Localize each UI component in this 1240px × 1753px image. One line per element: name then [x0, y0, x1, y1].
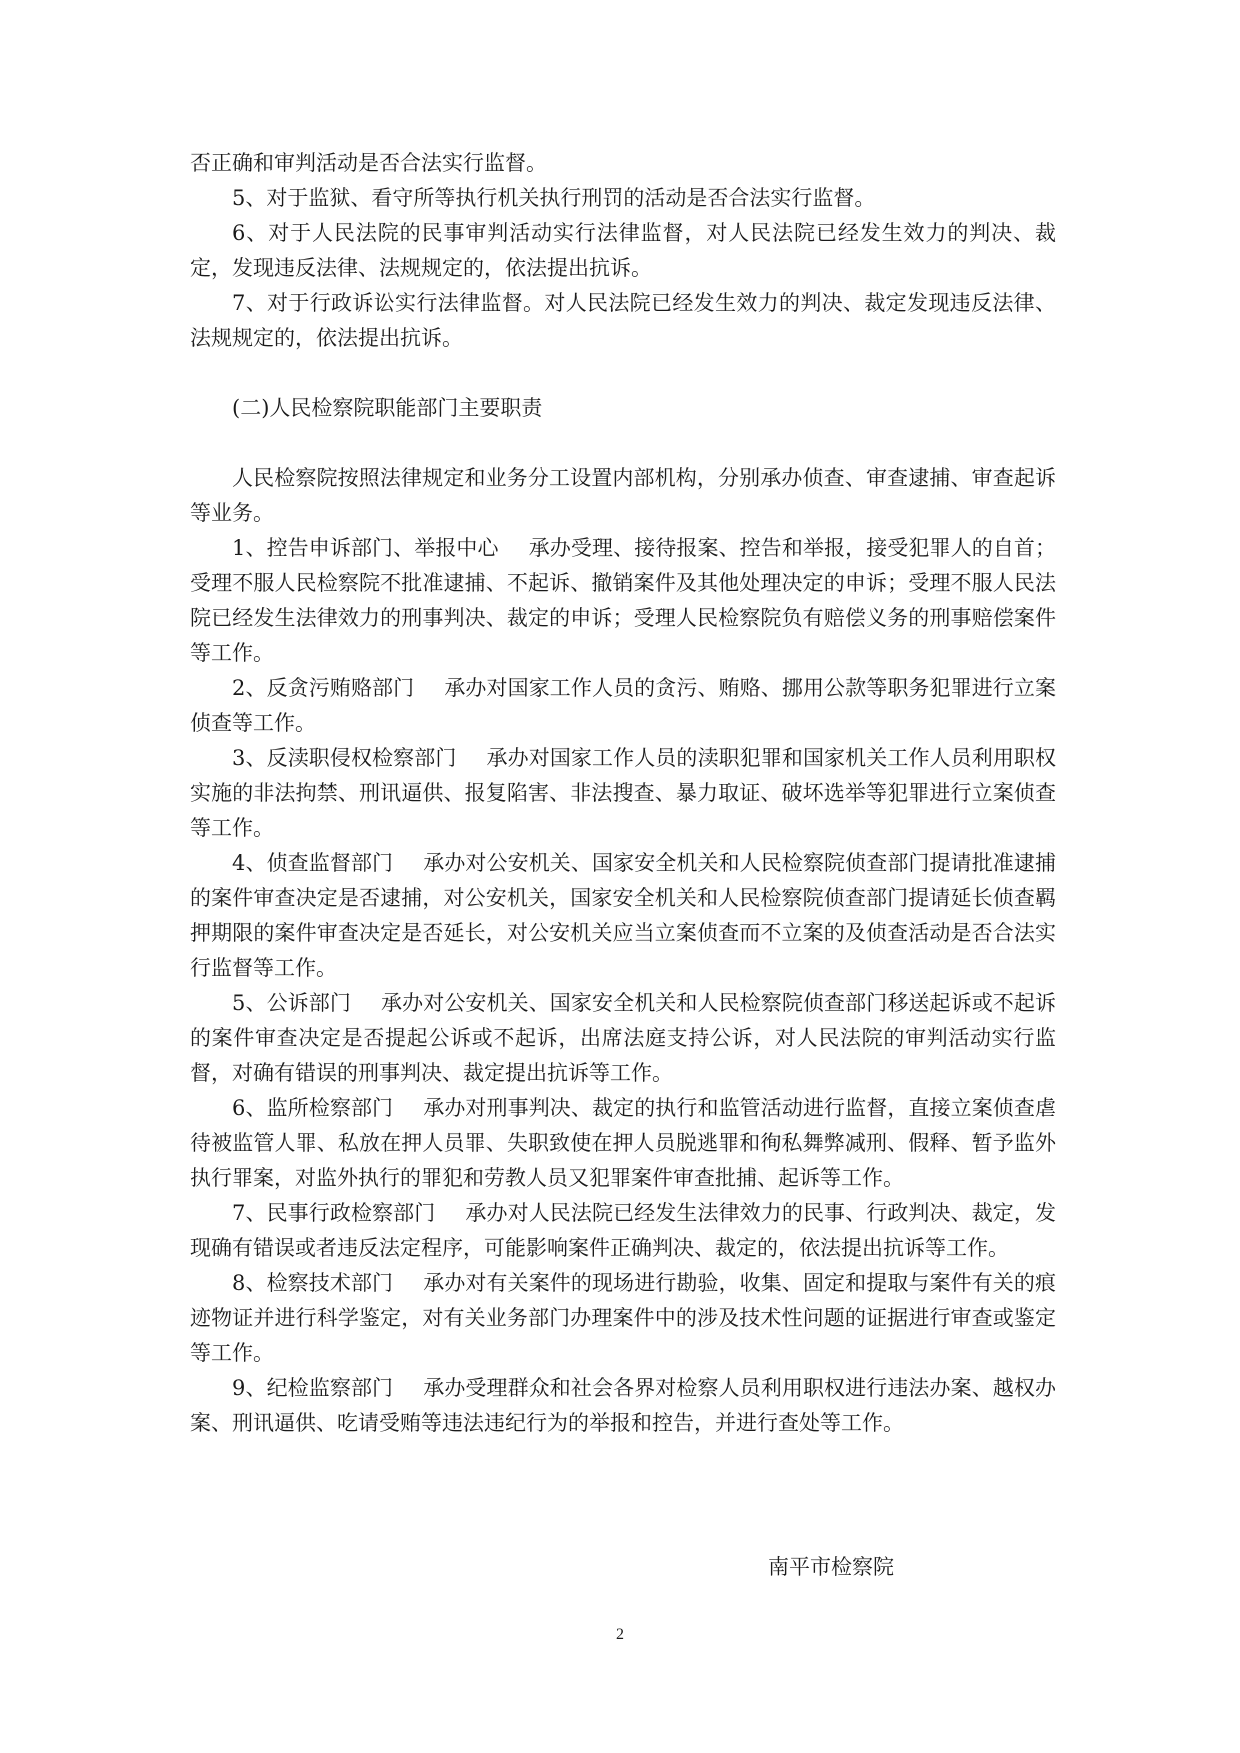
department-name: 、控告申诉部门、举报中心 [245, 536, 499, 560]
list-item-text: 、对于行政诉讼实行法律监督。对人民法院已经发生效力的判决、裁定发现违反法律、法规规定的，依法提出抗诉。 [190, 291, 1056, 350]
list-item [190, 181, 1056, 216]
department-duty: 承办对人民法院已经发生法律效力的民事、行政判决、裁定，发现确有错误或者违反法定程序，可能影响案件正确判决、裁定的，依法提出抗诉等工作。 [190, 1201, 1056, 1260]
department-name: 、纪检监察部门 [245, 1376, 394, 1400]
department-item [190, 846, 1056, 986]
department-duty: 承办对公安机关、国家安全机关和人民检察院侦查部门提请批准逮捕的案件审查决定是否逮捕，对公安机关，国家安全机关和人民检察院侦查部门提请延长侦查羁押期限的案件审查决定是否延长，对公安机关应当立案侦查而不立案的及侦查活动是否合法实行监督等工作。 [190, 851, 1056, 980]
department-number: 4 [232, 851, 246, 875]
department-name: 、侦查监督部门 [245, 851, 394, 875]
intro-paragraph: 人民检察院按照法律规定和业务分工设置内部机构，分别承办侦查、审查逮捕、审查起诉等业务。 [190, 466, 1056, 525]
continuation-paragraph: 否正确和审判活动是否合法实行监督。 [190, 151, 547, 175]
signature: 南平市检察院 [768, 1555, 894, 1579]
department-number: 1 [232, 536, 246, 560]
list-item-text: 、对于监狱、看守所等执行机关执行刑罚的活动是否合法实行监督。 [245, 186, 876, 210]
section-heading: (二)人民检察院职能部门主要职责 [232, 396, 543, 420]
department-item [190, 1266, 1056, 1371]
department-item [190, 531, 1056, 671]
department-number: 6 [232, 1096, 246, 1120]
department-duty: 承办对国家工作人员的渎职犯罪和国家机关工作人员利用职权实施的非法拘禁、刑讯逼供、报复陷害、非法搜查、暴力取证、破坏选举等犯罪进行立案侦查等工作。 [190, 746, 1057, 840]
list-item-number: 5 [232, 186, 246, 210]
department-name: 、检察技术部门 [245, 1271, 394, 1295]
list-item-text: 、对于人民法院的民事审判活动实行法律监督，对人民法院已经发生效力的判决、裁定，发现违反法律、法规规定的，依法提出抗诉。 [190, 221, 1056, 280]
department-item [190, 741, 1056, 846]
department-number: 5 [232, 991, 246, 1015]
department-number: 8 [232, 1271, 246, 1295]
page-number: 2 [616, 1626, 624, 1643]
department-duty: 承办对国家工作人员的贪污、贿赂、挪用公款等职务犯罪进行立案侦查等工作。 [190, 676, 1056, 735]
list-item-number: 6 [232, 221, 246, 245]
department-name: 、反贪污贿赂部门 [245, 676, 415, 700]
department-item [190, 1371, 1056, 1441]
department-name: 、公诉部门 [245, 991, 351, 1015]
list-item [190, 216, 1056, 286]
department-duty: 承办对有关案件的现场进行勘验，收集、固定和提取与案件有关的痕迹物证并进行科学鉴定，对有关业务部门办理案件中的涉及技术性问题的证据进行审查或鉴定等工作。 [190, 1271, 1056, 1365]
department-number: 7 [232, 1201, 246, 1225]
list-item [190, 286, 1056, 356]
department-duty: 承办对刑事判决、裁定的执行和监管活动进行监督，直接立案侦查虐待被监管人罪、私放在押人员罪、失职致使在押人员脱逃罪和徇私舞弊减刑、假释、暂予监外执行罪案，对监外执行的罪犯和劳教人员又犯罪案件审查批捕、起诉等工作。 [190, 1096, 1056, 1190]
department-number: 3 [232, 746, 246, 770]
department-item [190, 1091, 1056, 1196]
department-item [190, 1196, 1056, 1266]
department-item [190, 671, 1056, 741]
document-body [190, 146, 1056, 1441]
list-item-number: 7 [232, 291, 246, 315]
department-name: 、反渎职侵权检察部门 [245, 746, 457, 770]
department-duty: 承办受理群众和社会各界对检察人员利用职权进行违法办案、越权办案、刑讯逼供、吃请受贿等违法违纪行为的举报和控告，并进行查处等工作。 [190, 1376, 1056, 1435]
department-item [190, 986, 1056, 1091]
department-number: 2 [232, 676, 246, 700]
department-name: 、民事行政检察部门 [245, 1201, 436, 1225]
department-duty: 承办对公安机关、国家安全机关和人民检察院侦查部门移送起诉或不起诉的案件审查决定是否提起公诉或不起诉，出席法庭支持公诉，对人民法院的审判活动实行监督，对确有错误的刑事判决、裁定提出抗诉等工作。 [190, 991, 1057, 1085]
department-duty: 承办受理、接待报案、控告和举报，接受犯罪人的自首；受理不服人民检察院不批准逮捕、不起诉、撤销案件及其他处理决定的申诉；受理不服人民法院已经发生法律效力的刑事判决、裁定的申诉；受理人民检察院负有赔偿义务的刑事赔偿案件等工作。 [190, 536, 1057, 665]
department-name: 、监所检察部门 [245, 1096, 394, 1120]
department-number: 9 [232, 1376, 246, 1400]
